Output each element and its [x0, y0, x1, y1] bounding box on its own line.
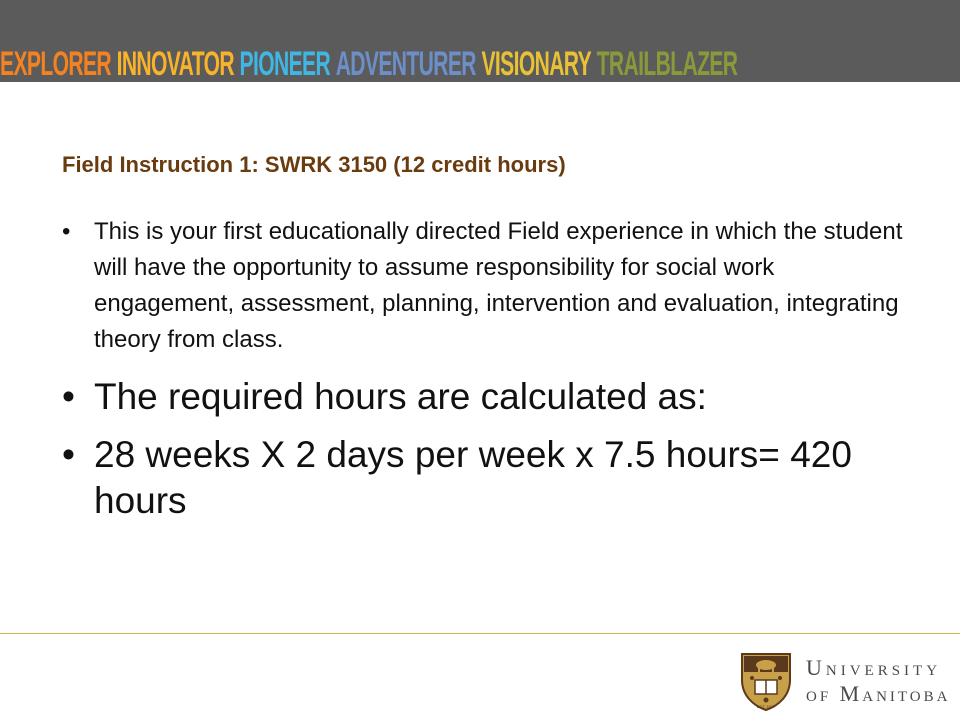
tagline-word-visionary: VISIONARY — [481, 45, 592, 82]
bullet-list — [62, 214, 912, 536]
bullet-marker: • — [62, 218, 71, 245]
bullet-text: 28 weeks X 2 days per week x 7.5 hours= 420 hours — [94, 434, 852, 521]
bullet-item — [62, 432, 912, 524]
bullet-text: The required hours are calculated as: — [94, 376, 707, 417]
slide-title: Field Instruction 1: SWRK 3150 (12 credit hours) — [62, 152, 566, 177]
university-name-line2: of Manitoba — [806, 681, 951, 706]
top-banner — [0, 0, 960, 82]
tagline-word-innovator: INNOVATOR — [116, 45, 234, 82]
footer-divider — [0, 633, 960, 634]
bullet-item — [62, 374, 912, 420]
tagline-word-trailblazer: TRAILBLAZER — [596, 45, 738, 82]
bullet-marker: • — [62, 434, 75, 475]
university-name-line1: University — [806, 655, 942, 680]
bullet-item — [62, 214, 912, 358]
crest-label: EST. 1877 — [756, 704, 776, 709]
crest-icon — [738, 650, 794, 712]
bullet-marker: • — [62, 376, 75, 417]
university-logo — [738, 650, 951, 712]
university-name — [806, 656, 950, 706]
bullet-text: This is your first educationally directed Field experience in which the student will have the opportunity to assume responsibility for social work engagement, assessment, planning, intervention and evaluation, integrating theory from class. — [94, 218, 903, 353]
tagline-word-explorer: EXPLORER — [0, 45, 112, 82]
tagline — [0, 44, 743, 82]
tagline-word-pioneer: PIONEER — [239, 45, 331, 82]
tagline-word-adventurer: ADVENTURER — [335, 45, 476, 82]
